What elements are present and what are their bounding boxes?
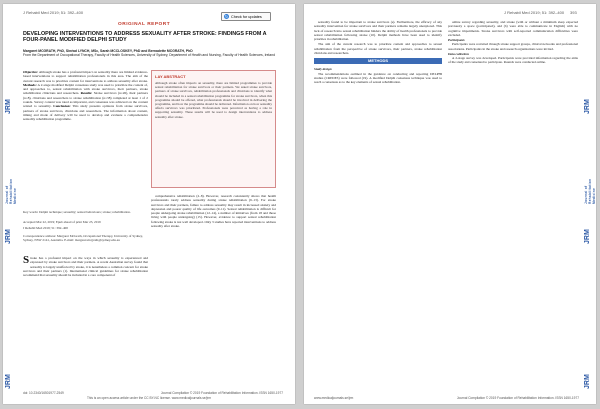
body-text: comprehensive rehabilitation (2–8). However, research consistently shows that health professionals rarely address sexuality during stroke rehabilitation (9–13). For stroke survivors and their partners, failure to address sexuality may result in increased anxiety and depression and poorer quality of life outcomes (9–11). Sexual rehabilitation is difficult for people undergoing stroke rehabilitation (12–14), a number of initiatives (from 18 and those living with people undergoing) (15). However, evidence to support sexual rehabilitation following stroke is not well developed. Only 3 studies have reported interventions to address sexuality after stroke.: [151, 194, 276, 228]
accepted-date: Accepted Mar 22, 2019; Epub ahead of print Mar 23, 2019: [23, 220, 101, 224]
abstract-results-text: Stroke survivors (n=26), their partners (n=8), clinicians and researchers to stroke rehabilitation (n=38) completed at least 1 of 2 rounds. Survey content was rated as important, and consensus was achieved on the content related to sexuality.: [23, 91, 148, 109]
article-title: DEVELOPING INTERVENTIONS TO ADDRESS SEXUALITY AFTER STROKE: FINDINGS FROM A FOUR-PANEL MODIFIED DELPHI STUDY: [23, 31, 267, 44]
body-text: online survey regarding sexuality, and stroke (with or without a minimum sleep expected previously a space (participated), and (b) were able to communicate in English) with no cognitive impairments. Stroke survivors with self-reported communication difficulties were excluded.: [448, 20, 578, 37]
running-header: J Rehabil Med 2019; 51: 392–400: [504, 10, 565, 15]
page-1: [3, 4, 295, 404]
data-collection-text: A 2-stage survey was developed. Participants were provided information regarding the aims of the study and consented to participate. Rounds were conducted online.: [448, 56, 578, 65]
article-type: ORIGINAL REPORT: [118, 22, 171, 27]
abstract-objective-text: Although stroke has a profound impact on sexuality there are limited evidence-based interventions to support rehabilitation professionals in this area. The aim of the current research was to prioritize content for interventions to address sexuality after stroke.: [23, 70, 148, 83]
abstract-results-label: Results:: [80, 91, 93, 96]
citation: J Rehabil Med 2019; 51: 392–400: [23, 226, 68, 230]
footer-license: This is an open access article under the CC BY-NC license. www.medicaljournals.se/jrm: [86, 396, 212, 400]
methods-heading: METHODS: [314, 58, 442, 64]
side-label: JRM: [584, 374, 591, 389]
check-updates-icon: ↻: [224, 14, 229, 19]
abstract-methods-label: Methods:: [23, 82, 37, 87]
abstract-methods-text: A 2-stage modified Delphi consensus study was used to prioritize the content of, and approaches to, sexual rehabilitation with stroke survivors, their partners, stroke rehabilitation clinicians and researchers.: [23, 82, 148, 96]
page-2: [304, 4, 596, 404]
keywords: Key words: Delphi technique; sexuality; sexual behaviours; stroke; rehabilitation.: [23, 210, 131, 214]
footer-url: www.medicaljournals.se/jrm: [314, 396, 354, 400]
body-column-2: [448, 20, 578, 66]
introduction-column: [23, 256, 148, 277]
side-label: JRM: [5, 99, 12, 114]
lay-abstract-box: [151, 70, 276, 188]
correspondence: Correspondence address: Margaret McGrath, Occupational Therapy, University of Sydney, Sydney, NSW 2141, Australia. E-mail: margaret.mcgrath@sydney.edu.au: [23, 234, 143, 243]
data-collection-heading: Data collection: [448, 51, 469, 56]
study-design-heading: Study design: [314, 67, 332, 72]
abstract-objective-label: Objective:: [23, 70, 39, 74]
side-label: JRM: [5, 374, 12, 389]
footer-copyright: Journal Compilation © 2019 Foundation of Rehabilitation Information. ISSN 1650-1977: [160, 391, 283, 395]
abstract-conclusion-text: This study presents opinions from stroke survivors, partners of stroke survivors, clinicians and researchers. The information about content, timing and mode of delivery will be used to develop and evaluate a comprehensive sexuality rehabilitation programme.: [23, 104, 148, 122]
drop-cap: S: [23, 254, 30, 266]
side-label: JRM: [5, 229, 12, 244]
doi: doi: 10.2340/16501977-2549: [23, 391, 64, 395]
running-header: J Rehabil Med 2019; 51: 392–400: [23, 10, 84, 15]
side-journal-name: Journal of Rehabilitation Medicine: [584, 178, 596, 204]
page-number: 393: [570, 10, 577, 15]
side-journal-name: Journal of Rehabilitation Medicine: [5, 178, 17, 204]
introduction-text: troke has a profound impact on the ways in which sexuality is experienced and expressed by stroke survivors and their partners. A recent Australian survey found that sexuality is largely unaffected by stroke, it is nonetheless a common concern for stroke survivors and their partners (1). International clinical guidelines for stroke rehabilitation recommend that sexuality should be included in a core component of: [23, 256, 148, 277]
aim-text: The aim of the current research was to prioritize content and approaches to sexual rehabilitation from the perspective of stroke survivors, their partners, stroke rehabilitation clinicians and researchers.: [314, 42, 442, 55]
check-updates-button[interactable]: [221, 12, 271, 21]
abstract-conclusion-label: Conclusion:: [53, 104, 71, 109]
journal-sidebar: [3, 4, 17, 404]
side-label: JRM: [584, 229, 591, 244]
check-updates-label: Check for updates: [231, 14, 262, 19]
side-label: JRM: [584, 99, 591, 114]
study-design-text: The recommendations outlined in the guidance on conducting and reporting DELPHI studies (CREDES) were followed (19). A modified Delphi consensus technique was used to reach a consensus as to the key elements of sexual rehabilitation.: [314, 71, 442, 84]
authors-block: [23, 49, 288, 57]
authors: Margaret MCGRATH, PhD, Sinéad LYNCH, MSc, Sarah MCCLOSKEY, PhD and Bernadette MCGRATH, PhD: [23, 49, 193, 53]
participants-text: Participants were recruited through stroke support groups, clinical networks and professional associations. Participants in the stroke and research organizations were invited.: [448, 42, 578, 51]
journal-sidebar: [582, 4, 596, 404]
affiliations: From the Department of Occupational Therapy, Faculty of Health Sciences, University of Sydney, Department of Health and Nursing, Faculty of Health Sciences, Ireland: [23, 53, 275, 58]
body-column-2: [151, 194, 276, 229]
lay-abstract-text: Although stroke often impacts on sexuality, there are limited programmes to provide sexual rehabilitation for stroke survivors or their partners. We asked stroke survivors, partners of stroke survivors, rehabilitation professionals and clinicians to identify what should be included in a sexual rehabilitation programme for stroke survivors, when this programme should be offered, what professionals should be involved in delivering the programme, and how the programme should be delivered. Information on how sexuality affects survivors was prioritized. Professionals were perceived as having a role in supporting sexuality. These results will be used to design interventions to address sexuality after stroke.: [155, 81, 272, 119]
participants-heading: Participants: [448, 38, 465, 42]
footer-copyright: Journal Compilation © 2019 Foundation of Rehabilitation Information. ISSN 1650-1977: [456, 396, 579, 400]
body-text: sexuality found to be important to stroke survivors (e). Furthermore, the efficacy of any sexuality intervention for stroke survivors and their partners remains largely unexplored. This lack of research into sexual rehabilitation hinders the ability of health professionals to provide sexual rehabilitation following stroke (10). Delphi methods have been used to identify priorities in rehabilitation.: [314, 20, 442, 41]
body-column-1: [314, 20, 442, 85]
abstract: [23, 70, 148, 122]
lay-abstract-title: LAY ABSTRACT: [155, 74, 186, 79]
